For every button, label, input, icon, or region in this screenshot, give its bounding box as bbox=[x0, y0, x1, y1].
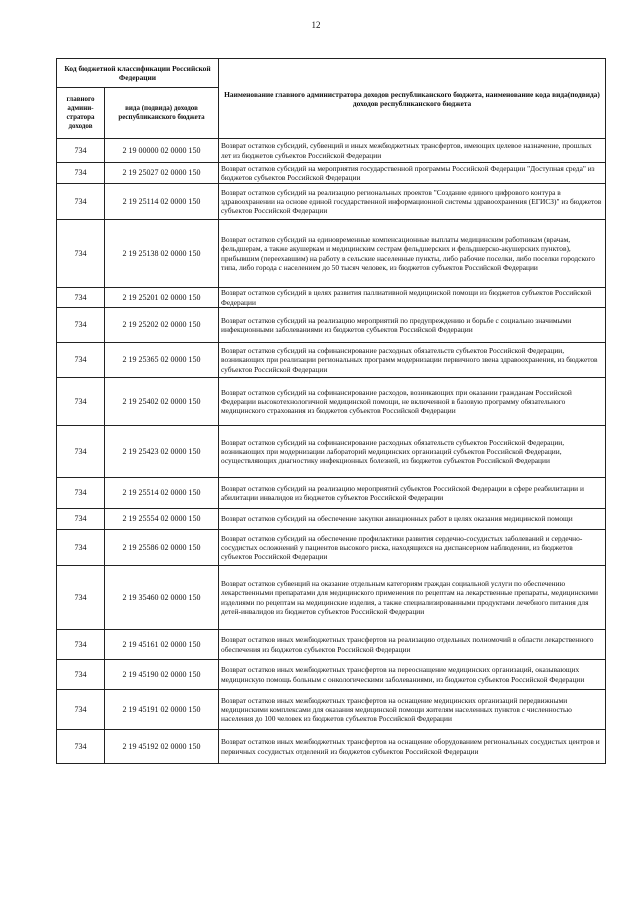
table-row bbox=[57, 730, 606, 764]
admin-code: 734 bbox=[57, 163, 105, 184]
revenue-description: Возврат остатков субсидий на реализацию мероприятий субъектов Российской Федерации в сфере реабилитации и абилитации инвалидов из бюджетов субъектов Российской Федерации bbox=[219, 478, 606, 509]
revenue-code: 2 19 00000 02 0000 150 bbox=[105, 139, 219, 163]
revenue-code: 2 19 45161 02 0000 150 bbox=[105, 630, 219, 660]
table-row bbox=[57, 163, 606, 184]
table-row bbox=[57, 630, 606, 660]
table-row bbox=[57, 509, 606, 530]
revenue-code: 2 19 25586 02 0000 150 bbox=[105, 530, 219, 566]
admin-code: 734 bbox=[57, 690, 105, 730]
revenue-code: 2 19 25201 02 0000 150 bbox=[105, 288, 219, 308]
revenue-code: 2 19 25423 02 0000 150 bbox=[105, 426, 219, 478]
revenue-code: 2 19 25514 02 0000 150 bbox=[105, 478, 219, 509]
admin-code: 734 bbox=[57, 378, 105, 426]
revenue-description: Возврат остатков субсидий на мероприятия государственной программы Российской Федерации "Доступная среда" из бюджетов субъектов Российской Федерации bbox=[219, 163, 606, 184]
admin-code: 734 bbox=[57, 478, 105, 509]
revenue-description: Возврат остатков субвенций на оказание отдельным категориям граждан социальной услуги по обеспечению лекарственными препаратами для медицинского применения по рецептам на лекарственные препараты, медицинскими изделиями по рецептам на медицинские изделия, а также специализированными продуктами лечебного питания для детей-инвалидов из бюджетов субъектов Российской Федерации bbox=[219, 566, 606, 630]
admin-code: 734 bbox=[57, 426, 105, 478]
admin-code: 734 bbox=[57, 184, 105, 220]
table-row bbox=[57, 566, 606, 630]
table-row bbox=[57, 478, 606, 509]
table-body bbox=[57, 139, 606, 764]
table-row bbox=[57, 530, 606, 566]
revenue-description: Возврат остатков иных межбюджетных трансфертов на реализацию отдельных полномочий в области лекарственного обеспечения из бюджетов субъектов Российской Федерации bbox=[219, 630, 606, 660]
admin-code: 734 bbox=[57, 530, 105, 566]
revenue-description: Возврат остатков субсидий на обеспечение закупки авиационных работ в целях оказания медицинской помощи bbox=[219, 509, 606, 530]
table-row bbox=[57, 308, 606, 343]
revenue-description: Возврат остатков субсидий на софинансирование расходных обязательств субъектов Российской Федерации, возникающих при реализации региональных программ модернизации первичного звена здравоохранения, из бюджетов субъектов Российской Федерации bbox=[219, 343, 606, 378]
revenue-code: 2 19 25402 02 0000 150 bbox=[105, 378, 219, 426]
admin-code: 734 bbox=[57, 566, 105, 630]
admin-code: 734 bbox=[57, 220, 105, 288]
revenue-description: Возврат остатков субсидий на реализацию мероприятий по предупреждению и борьбе с социально значимыми инфекционными заболеваниями из бюджетов субъектов Российской Федерации bbox=[219, 308, 606, 343]
revenue-code: 2 19 35460 02 0000 150 bbox=[105, 566, 219, 630]
header-name-column: Наименование главного администратора доходов республиканского бюджета, наименование кода вида(подвида) доходов республиканского бюджета bbox=[219, 59, 606, 139]
table-row bbox=[57, 690, 606, 730]
revenue-code: 2 19 25554 02 0000 150 bbox=[105, 509, 219, 530]
revenue-description: Возврат остатков иных межбюджетных трансфертов на переоснащение медицинских организаций, оказывающих медицинскую помощь больным с онкологическими заболеваниями, из бюджетов субъектов Российской Федерации bbox=[219, 660, 606, 690]
table-row bbox=[57, 220, 606, 288]
admin-code: 734 bbox=[57, 730, 105, 764]
table-row bbox=[57, 343, 606, 378]
admin-code: 734 bbox=[57, 660, 105, 690]
revenue-description: Возврат остатков иных межбюджетных трансфертов на оснащение оборудованием региональных сосудистых центров и первичных сосудистых отделений из бюджетов субъектов Российской Федерации bbox=[219, 730, 606, 764]
revenue-description: Возврат остатков иных межбюджетных трансфертов на оснащение медицинских организаций передвижными медицинскими комплексами для оказания медицинской помощи жителям населенных пунктов с численностью населения до 100 человек из бюджетов субъектов Российской Федерации bbox=[219, 690, 606, 730]
page-number: 12 bbox=[311, 20, 321, 30]
revenue-description: Возврат остатков субсидий на единовременные компенсационные выплаты медицинским работникам (врачам, фельдшерам, а также акушеркам и медицинским сестрам фельдшерских и фельдшерско-акушерских пунктов), прибывшим (переехавшим) на работу в сельские населенные пункты, либо рабочие поселки, либо поселки городского типа, либо города с населением до 50 тысяч человек, из бюджетов субъектов Российской Федерации bbox=[219, 220, 606, 288]
admin-code: 734 bbox=[57, 343, 105, 378]
table-row bbox=[57, 378, 606, 426]
revenue-code: 2 19 25114 02 0000 150 bbox=[105, 184, 219, 220]
revenue-description: Возврат остатков субсидий на софинансирование расходных обязательств субъектов Российской Федерации, возникающих при модернизации лабораторий медицинских организаций субъектов Российской Федерации, осуществляющих диагностику инфекционных болезней, из бюджетов субъектов Российской Федерации bbox=[219, 426, 606, 478]
header-admin-column: главного админи-стратора доходов bbox=[57, 88, 105, 139]
revenue-code: 2 19 25365 02 0000 150 bbox=[105, 343, 219, 378]
admin-code: 734 bbox=[57, 509, 105, 530]
admin-code: 734 bbox=[57, 308, 105, 343]
admin-code: 734 bbox=[57, 139, 105, 163]
table-row bbox=[57, 288, 606, 308]
table-row bbox=[57, 139, 606, 163]
revenue-code: 2 19 45190 02 0000 150 bbox=[105, 660, 219, 690]
revenue-code: 2 19 25202 02 0000 150 bbox=[105, 308, 219, 343]
table-row bbox=[57, 660, 606, 690]
revenue-code: 2 19 25138 02 0000 150 bbox=[105, 220, 219, 288]
revenue-description: Возврат остатков субсидий на обеспечение профилактики развития сердечно-сосудистых заболеваний и сердечно-сосудистых осложнений у пациентов высокого риска, находящихся на диспансерном наблюдении, из бюджетов субъектов Российской Федерации bbox=[219, 530, 606, 566]
admin-code: 734 bbox=[57, 630, 105, 660]
table-row bbox=[57, 184, 606, 220]
revenue-code: 2 19 45192 02 0000 150 bbox=[105, 730, 219, 764]
table-row bbox=[57, 426, 606, 478]
admin-code: 734 bbox=[57, 288, 105, 308]
header-code-column: вида (подвида) доходов республиканского бюджета bbox=[105, 88, 219, 139]
revenue-code: 2 19 45191 02 0000 150 bbox=[105, 690, 219, 730]
header-classification-code: Код бюджетной классификации Российской Федерации bbox=[57, 59, 219, 88]
revenue-description: Возврат остатков субсидий, субвенций и иных межбюджетных трансфертов, имеющих целевое назначение, прошлых лет из бюджетов субъектов Российской Федерации bbox=[219, 139, 606, 163]
revenue-description: Возврат остатков субсидий на реализацию региональных проектов "Создание единого цифрового контура в здравоохранении на основе единой государственной информационной системы здравоохранения (ЕГИСЗ)" из бюджетов субъектов Российской Федерации bbox=[219, 184, 606, 220]
revenue-description: Возврат остатков субсидий в целях развития паллиативной медицинской помощи из бюджетов субъектов Российской Федерации bbox=[219, 288, 606, 308]
budget-classification-table bbox=[56, 58, 606, 764]
revenue-description: Возврат остатков субсидий на софинансирование расходов, возникающих при оказании гражданам Российской Федерации высокотехнологичной медицинской помощи, не включенной в базовую программу обязательного медицинского страхования из бюджетов субъектов Российской Федерации bbox=[219, 378, 606, 426]
revenue-code: 2 19 25027 02 0000 150 bbox=[105, 163, 219, 184]
